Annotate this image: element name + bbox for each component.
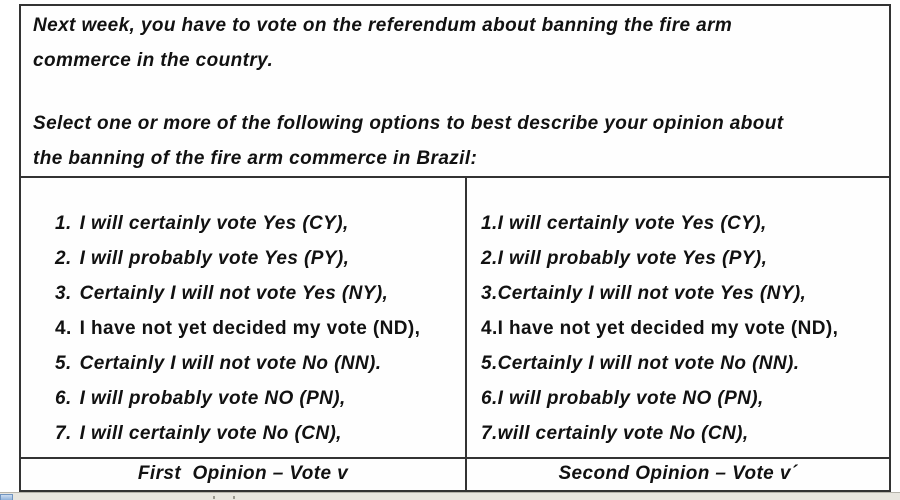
option-number: 2.	[55, 248, 72, 269]
scrollbar-button-fragment[interactable]	[0, 494, 13, 500]
option-number: 4.	[55, 318, 72, 339]
option-text: I will probably vote NO (PN),	[497, 388, 764, 409]
option-text: I will probably vote NO (PN),	[79, 388, 346, 409]
instruction-line: commerce in the country.	[33, 50, 274, 71]
option-number: 3.	[55, 283, 72, 304]
first-opinion-label: First Opinion – Vote v	[21, 459, 467, 490]
option-item-second-3	[481, 276, 889, 311]
option-number: 7.	[481, 423, 498, 444]
option-number: 5.	[481, 353, 498, 374]
option-item-second-6	[481, 381, 889, 416]
ruler-tick	[233, 496, 235, 499]
option-number: 7.	[55, 423, 72, 444]
option-item-first-1	[55, 206, 465, 241]
option-number: 5.	[55, 353, 72, 374]
option-item-second-5	[481, 346, 889, 381]
second-opinion-column	[467, 178, 889, 457]
instruction-line: Next week, you have to vote on the referendum about banning the fire arm	[33, 15, 733, 36]
option-number: 6.	[481, 388, 498, 409]
instruction-line: the banning of the fire arm commerce in Brazil:	[33, 148, 478, 169]
first-opinion-column	[21, 178, 467, 457]
option-text: I will probably vote Yes (PY),	[79, 248, 350, 269]
option-number: 4.	[481, 318, 498, 339]
table-footer-row	[21, 457, 889, 490]
option-text: I will probably vote Yes (PY),	[497, 248, 768, 269]
option-item-first-5	[55, 346, 465, 381]
option-number: 1.	[481, 213, 498, 234]
option-text: Certainly I will not vote No (NN).	[497, 353, 800, 374]
option-item-first-4	[55, 311, 465, 346]
option-text: I will certainly vote No (CN),	[79, 423, 342, 444]
instruction-line: Select one or more of the following options to best describe your opinion about	[33, 113, 784, 134]
option-item-second-7	[481, 416, 889, 451]
option-item-first-2	[55, 241, 465, 276]
option-item-first-7	[55, 416, 465, 451]
option-text: I will certainly vote Yes (CY),	[497, 213, 767, 234]
option-number: 3.	[481, 283, 498, 304]
second-opinion-label: Second Opinion – Vote v´	[558, 463, 798, 484]
option-text: will certainly vote No (CN),	[497, 423, 749, 444]
option-item-first-6	[55, 381, 465, 416]
option-number: 2.	[481, 248, 498, 269]
option-text: Certainly I will not vote Yes (NY),	[497, 283, 807, 304]
option-number: 6.	[55, 388, 72, 409]
option-text: I will certainly vote Yes (CY),	[79, 213, 349, 234]
option-text: Certainly I will not vote No (NN).	[79, 353, 382, 374]
scrollbar-strip	[0, 492, 900, 500]
option-item-second-1	[481, 206, 889, 241]
option-text: Certainly I will not vote Yes (NY),	[79, 283, 389, 304]
option-number: 1.	[55, 213, 72, 234]
option-text: I have not yet decided my vote (ND),	[79, 318, 421, 339]
ruler-tick	[213, 496, 215, 499]
option-item-first-3	[55, 276, 465, 311]
option-item-second-2	[481, 241, 889, 276]
referendum-table	[19, 4, 891, 492]
option-item-second-4	[481, 311, 889, 346]
option-text: I have not yet decided my vote (ND),	[497, 318, 839, 339]
options-body	[21, 178, 889, 457]
instructions-cell	[21, 6, 889, 178]
